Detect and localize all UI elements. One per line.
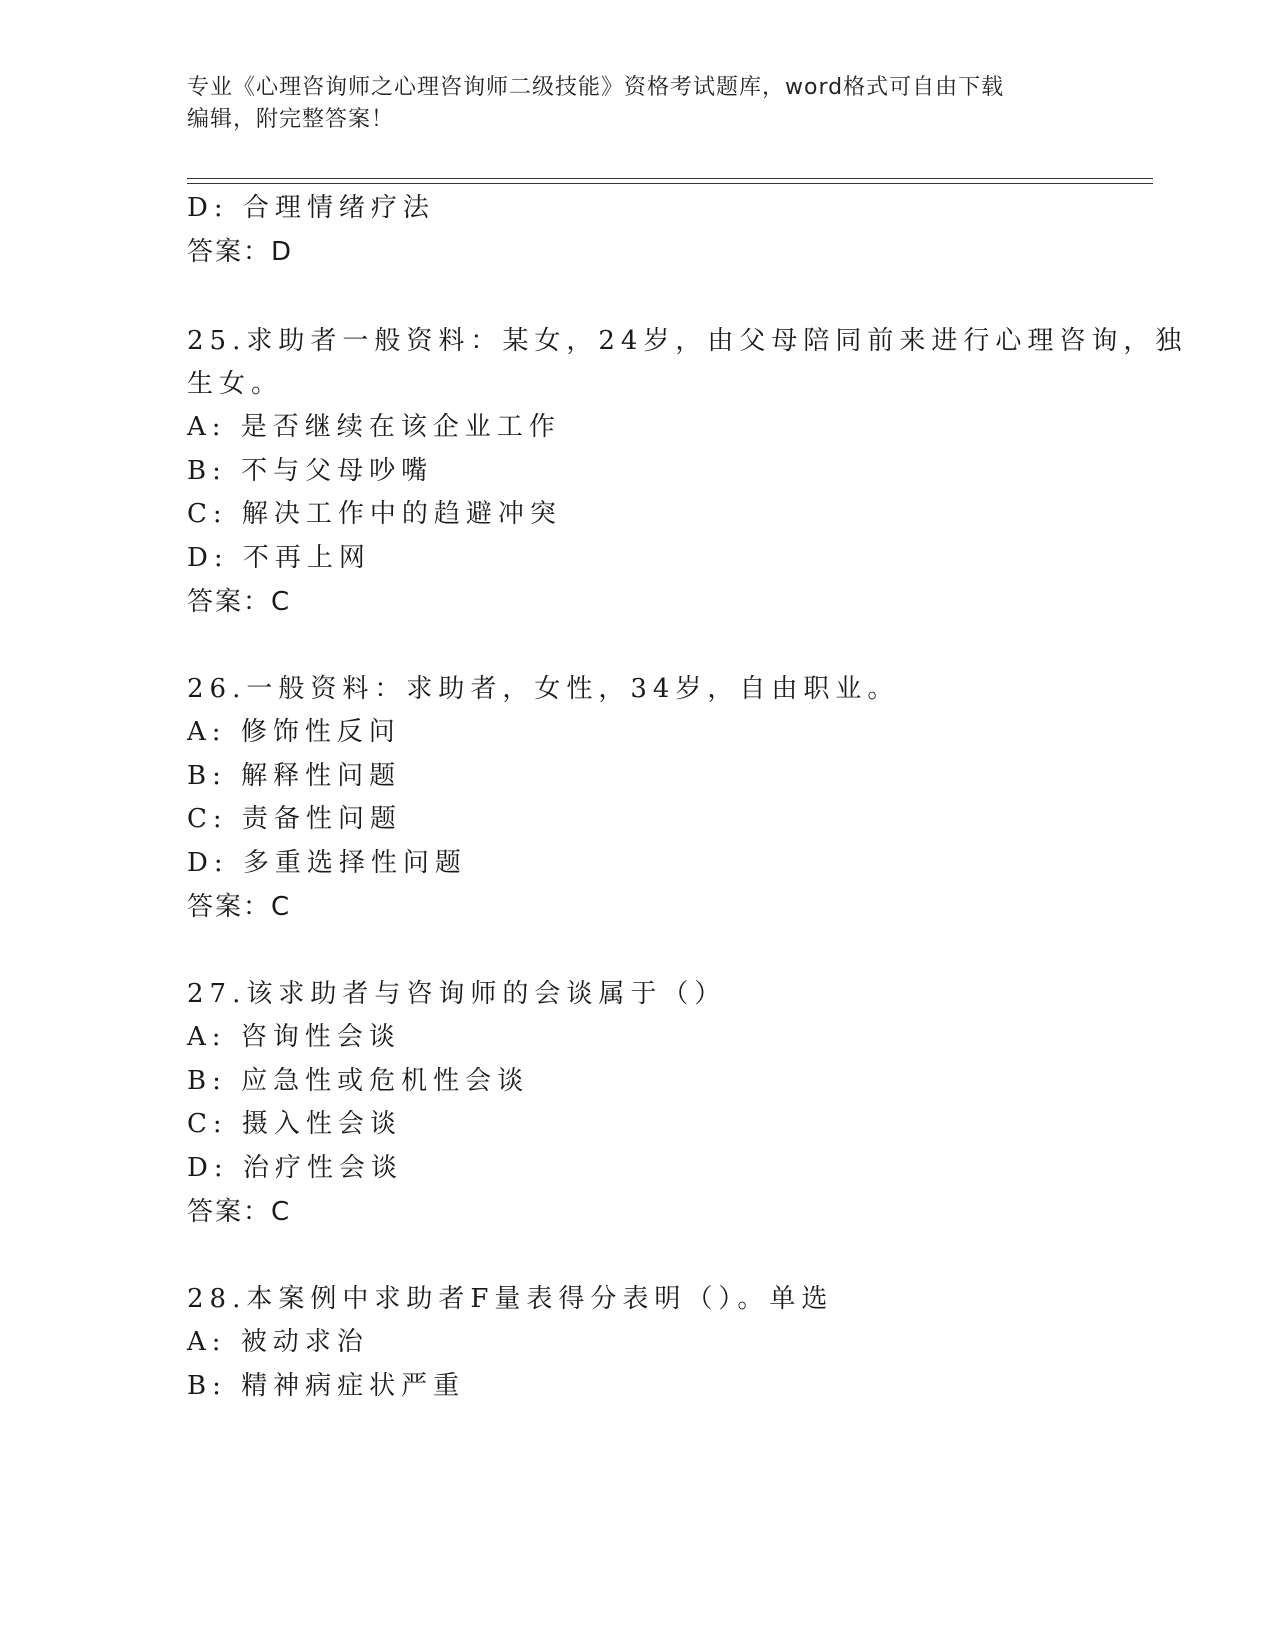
document-header bbox=[187, 72, 1067, 136]
question-27-option-b: B: 应急性或危机性会谈 bbox=[187, 1066, 530, 1096]
question-25-stem-cont: 生女。 bbox=[187, 369, 284, 399]
header-line-1: 专业《心理咨询师之心理咨询师二级技能》资格考试题库，word格式可自由下载 bbox=[187, 75, 1005, 100]
question-28-stem: 28.本案例中求助者F量表得分表明（）。单选 bbox=[187, 1284, 834, 1314]
question-25-answer: 答案：C bbox=[187, 587, 292, 617]
question-27-option-a: A: 咨询性会谈 bbox=[187, 1022, 401, 1052]
header-divider-bottom bbox=[187, 183, 1153, 184]
question-27-option-c: C: 摄入性会谈 bbox=[187, 1109, 402, 1139]
question-27-stem: 27.该求助者与咨询师的会谈属于（） bbox=[187, 979, 727, 1009]
question-26-option-d: D: 多重选择性问题 bbox=[187, 848, 467, 878]
question-27-option-d: D: 治疗性会谈 bbox=[187, 1153, 403, 1183]
question-28-option-b: B: 精神病症状严重 bbox=[187, 1371, 466, 1401]
option-d: D: 合理情绪疗法 bbox=[187, 193, 435, 223]
question-26-answer: 答案：C bbox=[187, 892, 292, 922]
question-26-option-a: A: 修饰性反问 bbox=[187, 717, 401, 747]
question-25-option-a: A: 是否继续在该企业工作 bbox=[187, 412, 561, 442]
answer: 答案：D bbox=[187, 237, 294, 267]
question-26-option-b: B: 解释性问题 bbox=[187, 761, 402, 791]
header-line-2: 编辑，附完整答案！ bbox=[187, 107, 395, 132]
question-26-option-c: C: 责备性问题 bbox=[187, 804, 402, 834]
question-27-answer: 答案：C bbox=[187, 1197, 292, 1227]
question-28-option-a: A: 被动求治 bbox=[187, 1327, 369, 1357]
question-25-option-d: D: 不再上网 bbox=[187, 543, 371, 573]
question-25-option-c: C: 解决工作中的趋避冲突 bbox=[187, 499, 562, 529]
question-26-stem: 26.一般资料：求助者，女性，34岁，自由职业。 bbox=[187, 674, 900, 704]
question-25-option-b: B: 不与父母吵嘴 bbox=[187, 456, 434, 486]
header-divider-top bbox=[187, 178, 1153, 179]
question-25-stem: 25.求助者一般资料：某女，24岁，由父母陪同前来进行心理咨询，独 bbox=[187, 326, 1188, 356]
